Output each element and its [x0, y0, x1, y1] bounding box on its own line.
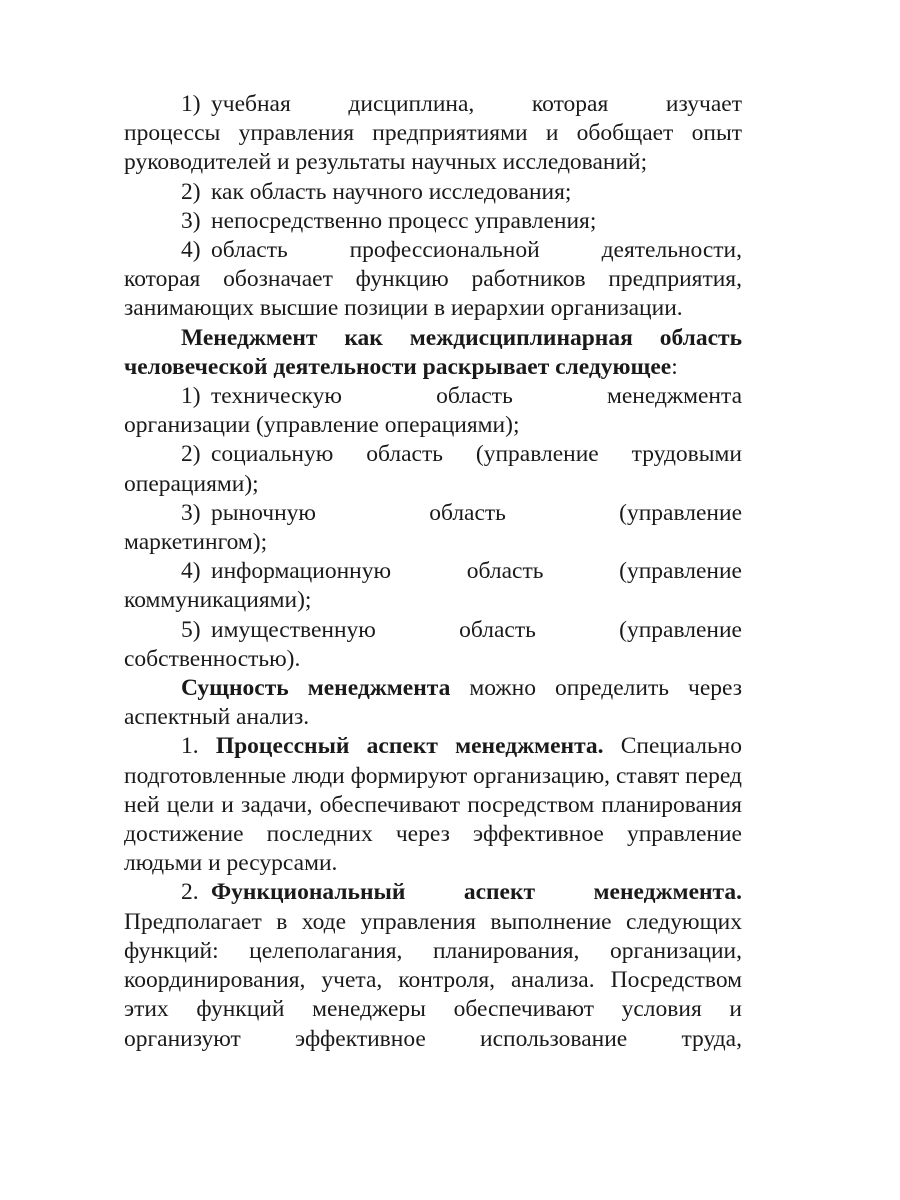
list2-item-1 — [124, 382, 742, 411]
list1-item-4 — [124, 236, 742, 265]
list-text: непосредственно процесс управления; — [211, 207, 597, 234]
aspect2-number: 2. — [181, 879, 199, 906]
interdisciplinary-heading — [124, 324, 742, 382]
list-number: 3) — [181, 207, 201, 234]
essence-paragraph — [124, 674, 742, 732]
aspect2-last-line: организуют эффективное использование труда, — [124, 1025, 742, 1052]
list-number: 4) — [181, 237, 201, 264]
list-text: область профессиональной деятельности, — [211, 237, 742, 264]
aspect2-bold: Функциональный аспект менеджмента. — [211, 879, 742, 906]
list1-item-1-continuation: процессы управления предприятиями и обобщает опыт руководителей и результаты научных исследований; — [124, 120, 742, 176]
list1-item-2 — [124, 178, 742, 207]
list-number: 4) — [181, 558, 201, 585]
list1-item-4-continuation: которая обозначает функцию работников предприятия, занимающих высшие позиции в иерархии организации. — [124, 266, 742, 322]
list-text: социальную область (управление трудовыми — [211, 441, 742, 468]
list-text: информационную область (управление — [211, 558, 742, 585]
list2-item-1-continuation: организации (управление операциями); — [124, 412, 520, 439]
heading-colon: : — [671, 353, 678, 380]
heading-bold: Менеджмент как междисциплинарная область человеческой деятельности раскрывает следующее — [124, 324, 742, 380]
list-text: как область научного исследования; — [211, 178, 572, 205]
list2-item-4 — [124, 557, 742, 586]
list-number: 1) — [181, 383, 201, 410]
essence-text: можно определить через аспектный анализ. — [124, 675, 742, 731]
list-number: 2) — [181, 178, 201, 205]
list-text: учебная дисциплина, которая изучает — [211, 91, 742, 117]
list-number: 5) — [181, 616, 201, 643]
aspect1-paragraph — [124, 732, 742, 878]
list-number: 1) — [181, 91, 201, 117]
aspect1-bold: Процессный аспект менеджмента. — [215, 733, 604, 760]
aspect1-text: Специально подготовленные люди формируют организацию, ставят перед ней цели и задачи, обеспечивают посредством планирования достижение последних через эффективное управление людьми и ресурсами. — [124, 733, 742, 877]
list-text: рыночную область (управление — [211, 499, 742, 526]
aspect1-number: 1. — [181, 733, 216, 760]
list2-item-5-continuation: собственностью). — [124, 645, 301, 672]
aspect2-text: Предполагает в ходе управления выполнение следующих функций: целеполагания, планирования, организации, координирования, учета, контроля, анализа. Посредством этих функций менеджеры обеспечивают условия и — [124, 908, 742, 1023]
essence-bold: Сущность менеджмента — [181, 675, 451, 702]
list-number: 3) — [181, 499, 201, 526]
list2-item-3 — [124, 499, 742, 528]
list1-item-1 — [124, 90, 742, 119]
list2-item-2-continuation: операциями); — [124, 470, 259, 497]
list1-item-3 — [124, 207, 742, 236]
list-text: техническую область менеджмента — [211, 383, 742, 410]
aspect2-heading-line — [124, 878, 742, 907]
list-text: имущественную область (управление — [211, 616, 742, 643]
list-number: 2) — [181, 441, 201, 468]
list2-item-2 — [124, 440, 742, 469]
list2-item-3-continuation: маркетингом); — [124, 529, 268, 556]
document-page — [124, 90, 742, 1054]
list2-item-4-continuation: коммуникациями); — [124, 587, 312, 614]
list2-item-5 — [124, 616, 742, 645]
